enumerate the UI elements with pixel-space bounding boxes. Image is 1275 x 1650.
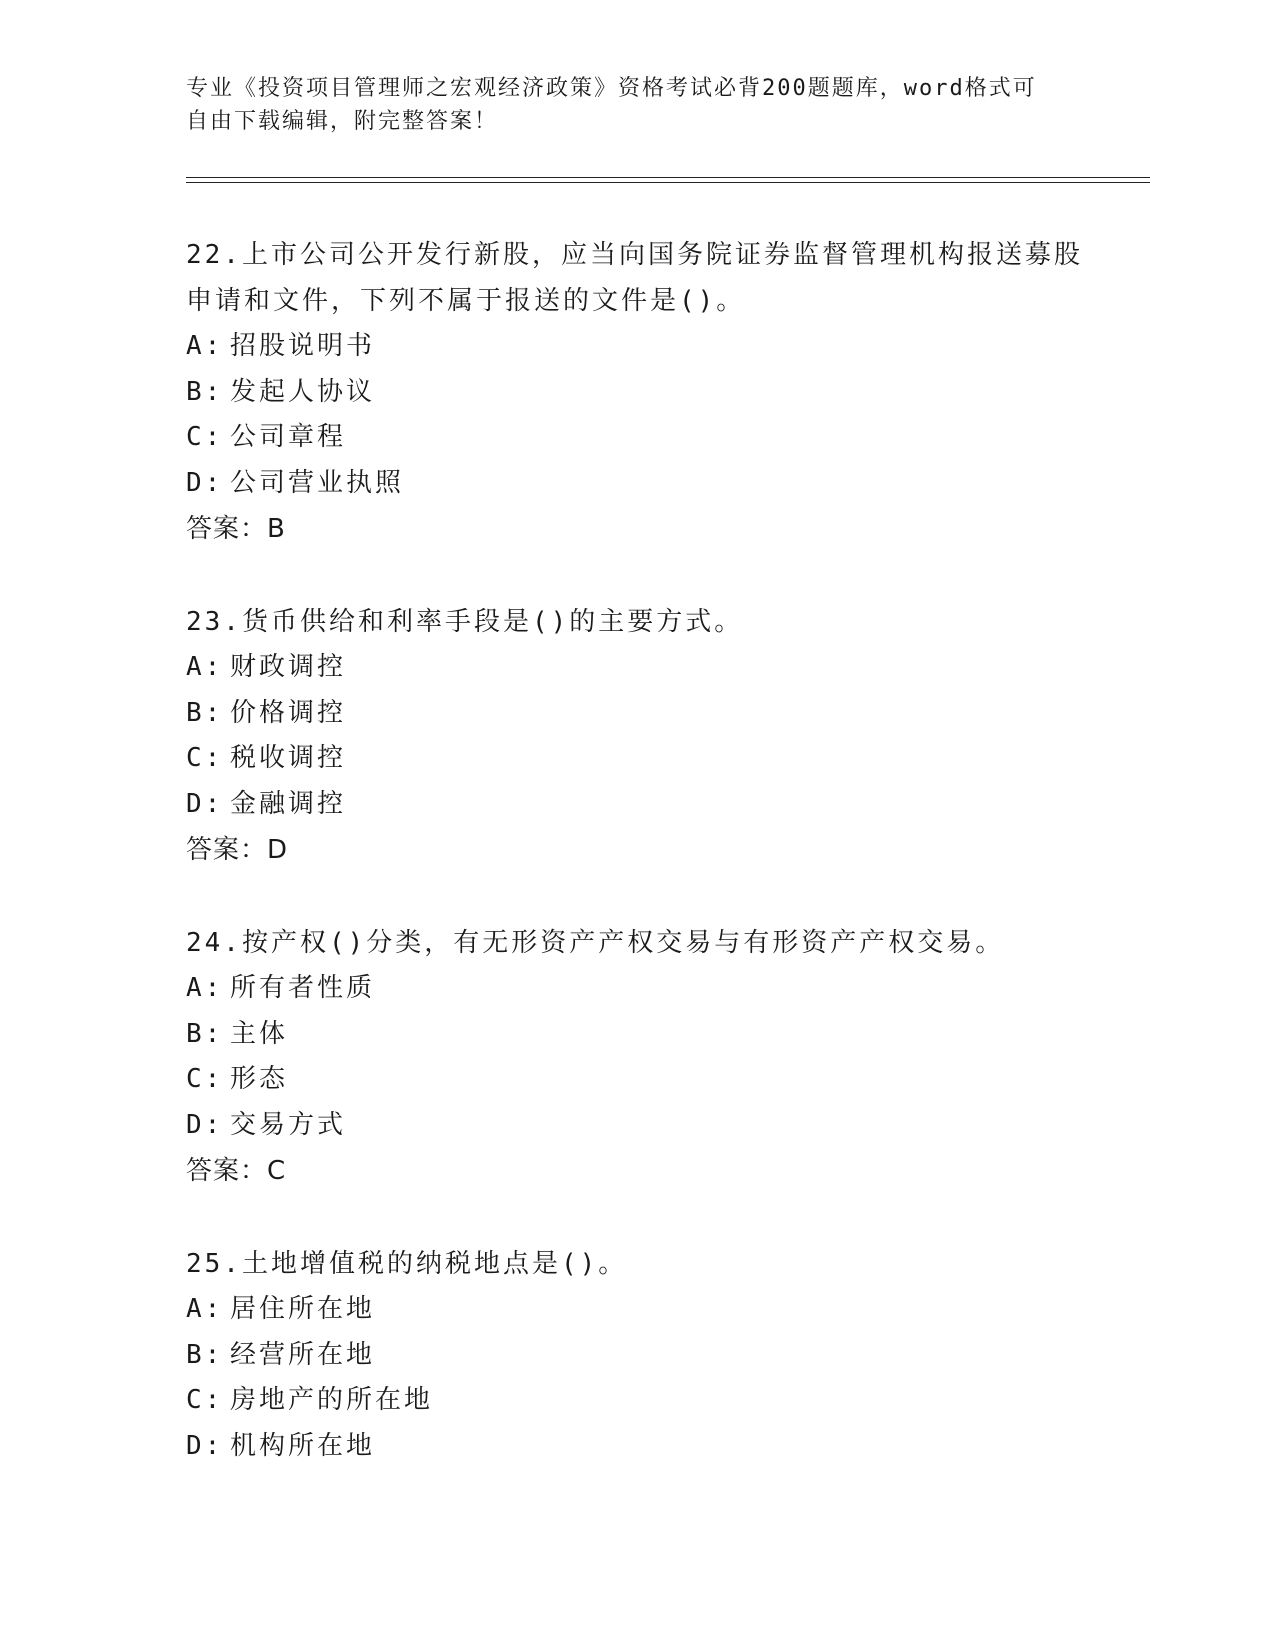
option-text: 形态 bbox=[230, 1064, 289, 1094]
question-stem-line-1: 24.按产权()分类，有无形资产产权交易与有形资产产权交易。 bbox=[186, 928, 1005, 958]
option-text: 所有者性质 bbox=[230, 973, 376, 1003]
question-list bbox=[186, 232, 1086, 1516]
option-text: 交易方式 bbox=[230, 1109, 347, 1140]
option-text: 财政调控 bbox=[230, 652, 347, 682]
option-letter: C: bbox=[186, 1385, 224, 1415]
option-letter: D: bbox=[186, 1430, 224, 1461]
option-letter: D: bbox=[186, 467, 224, 498]
option-letter: A: bbox=[186, 331, 224, 361]
option-letter: A: bbox=[186, 973, 224, 1003]
option-d bbox=[186, 1424, 1086, 1470]
question-stem bbox=[186, 599, 1086, 645]
option-letter: A: bbox=[186, 1294, 224, 1324]
question-stem bbox=[186, 1241, 1086, 1287]
option-letter: B: bbox=[186, 697, 224, 728]
answer-label: 答案：C bbox=[186, 1156, 287, 1186]
option-c bbox=[186, 415, 1086, 461]
option-text: 税收调控 bbox=[230, 743, 347, 773]
option-text: 发起人协议 bbox=[230, 376, 376, 407]
question-stem bbox=[186, 920, 1086, 966]
option-text: 价格调控 bbox=[230, 697, 347, 728]
option-letter: C: bbox=[186, 1064, 224, 1094]
option-text: 公司营业执照 bbox=[230, 467, 405, 498]
option-letter: D: bbox=[186, 788, 224, 819]
option-b bbox=[186, 1012, 1086, 1058]
option-a bbox=[186, 645, 1086, 691]
header-line-2: 自由下载编辑，附完整答案！ bbox=[186, 109, 499, 134]
option-letter: C: bbox=[186, 743, 224, 773]
document-header bbox=[186, 72, 1086, 138]
option-text: 招股说明书 bbox=[230, 331, 376, 361]
option-c bbox=[186, 1057, 1086, 1103]
option-a bbox=[186, 1287, 1086, 1333]
header-line-1: 专业《投资项目管理师之宏观经济政策》资格考试必背200题题库，word格式可 bbox=[186, 76, 1037, 101]
option-text: 居住所在地 bbox=[230, 1294, 376, 1324]
option-letter: B: bbox=[186, 1018, 224, 1049]
option-b bbox=[186, 370, 1086, 416]
option-text: 机构所在地 bbox=[230, 1430, 376, 1461]
question-stem bbox=[186, 232, 1086, 324]
option-text: 经营所在地 bbox=[230, 1339, 376, 1370]
header-divider-bottom bbox=[186, 182, 1150, 183]
option-d bbox=[186, 461, 1086, 507]
question-23 bbox=[186, 599, 1086, 873]
question-24 bbox=[186, 920, 1086, 1194]
option-letter: B: bbox=[186, 376, 224, 407]
option-letter: C: bbox=[186, 422, 224, 452]
option-c bbox=[186, 736, 1086, 782]
option-text: 公司章程 bbox=[230, 422, 347, 452]
option-text: 房地产的所在地 bbox=[230, 1385, 434, 1415]
question-22 bbox=[186, 232, 1086, 552]
option-a bbox=[186, 324, 1086, 370]
option-letter: A: bbox=[186, 652, 224, 682]
option-c bbox=[186, 1378, 1086, 1424]
question-stem-line-1: 22.上市公司公开发行新股，应当向国务院证券监督管理机构报送募股 bbox=[186, 240, 1083, 270]
option-a bbox=[186, 966, 1086, 1012]
option-b bbox=[186, 1333, 1086, 1379]
question-stem-line-1: 23.货币供给和利率手段是()的主要方式。 bbox=[186, 607, 744, 637]
question-25 bbox=[186, 1241, 1086, 1469]
option-d bbox=[186, 1103, 1086, 1149]
header-divider-top bbox=[186, 177, 1150, 178]
option-b bbox=[186, 691, 1086, 737]
option-letter: B: bbox=[186, 1339, 224, 1370]
option-text: 主体 bbox=[230, 1018, 289, 1049]
question-stem-line-2: 申请和文件，下列不属于报送的文件是()。 bbox=[186, 286, 746, 316]
option-text: 金融调控 bbox=[230, 788, 347, 819]
option-letter: D: bbox=[186, 1109, 224, 1140]
answer-label: 答案：D bbox=[186, 835, 289, 865]
question-stem-line-1: 25.土地增值税的纳税地点是()。 bbox=[186, 1249, 628, 1279]
option-d bbox=[186, 782, 1086, 828]
answer-label: 答案：B bbox=[186, 514, 286, 544]
